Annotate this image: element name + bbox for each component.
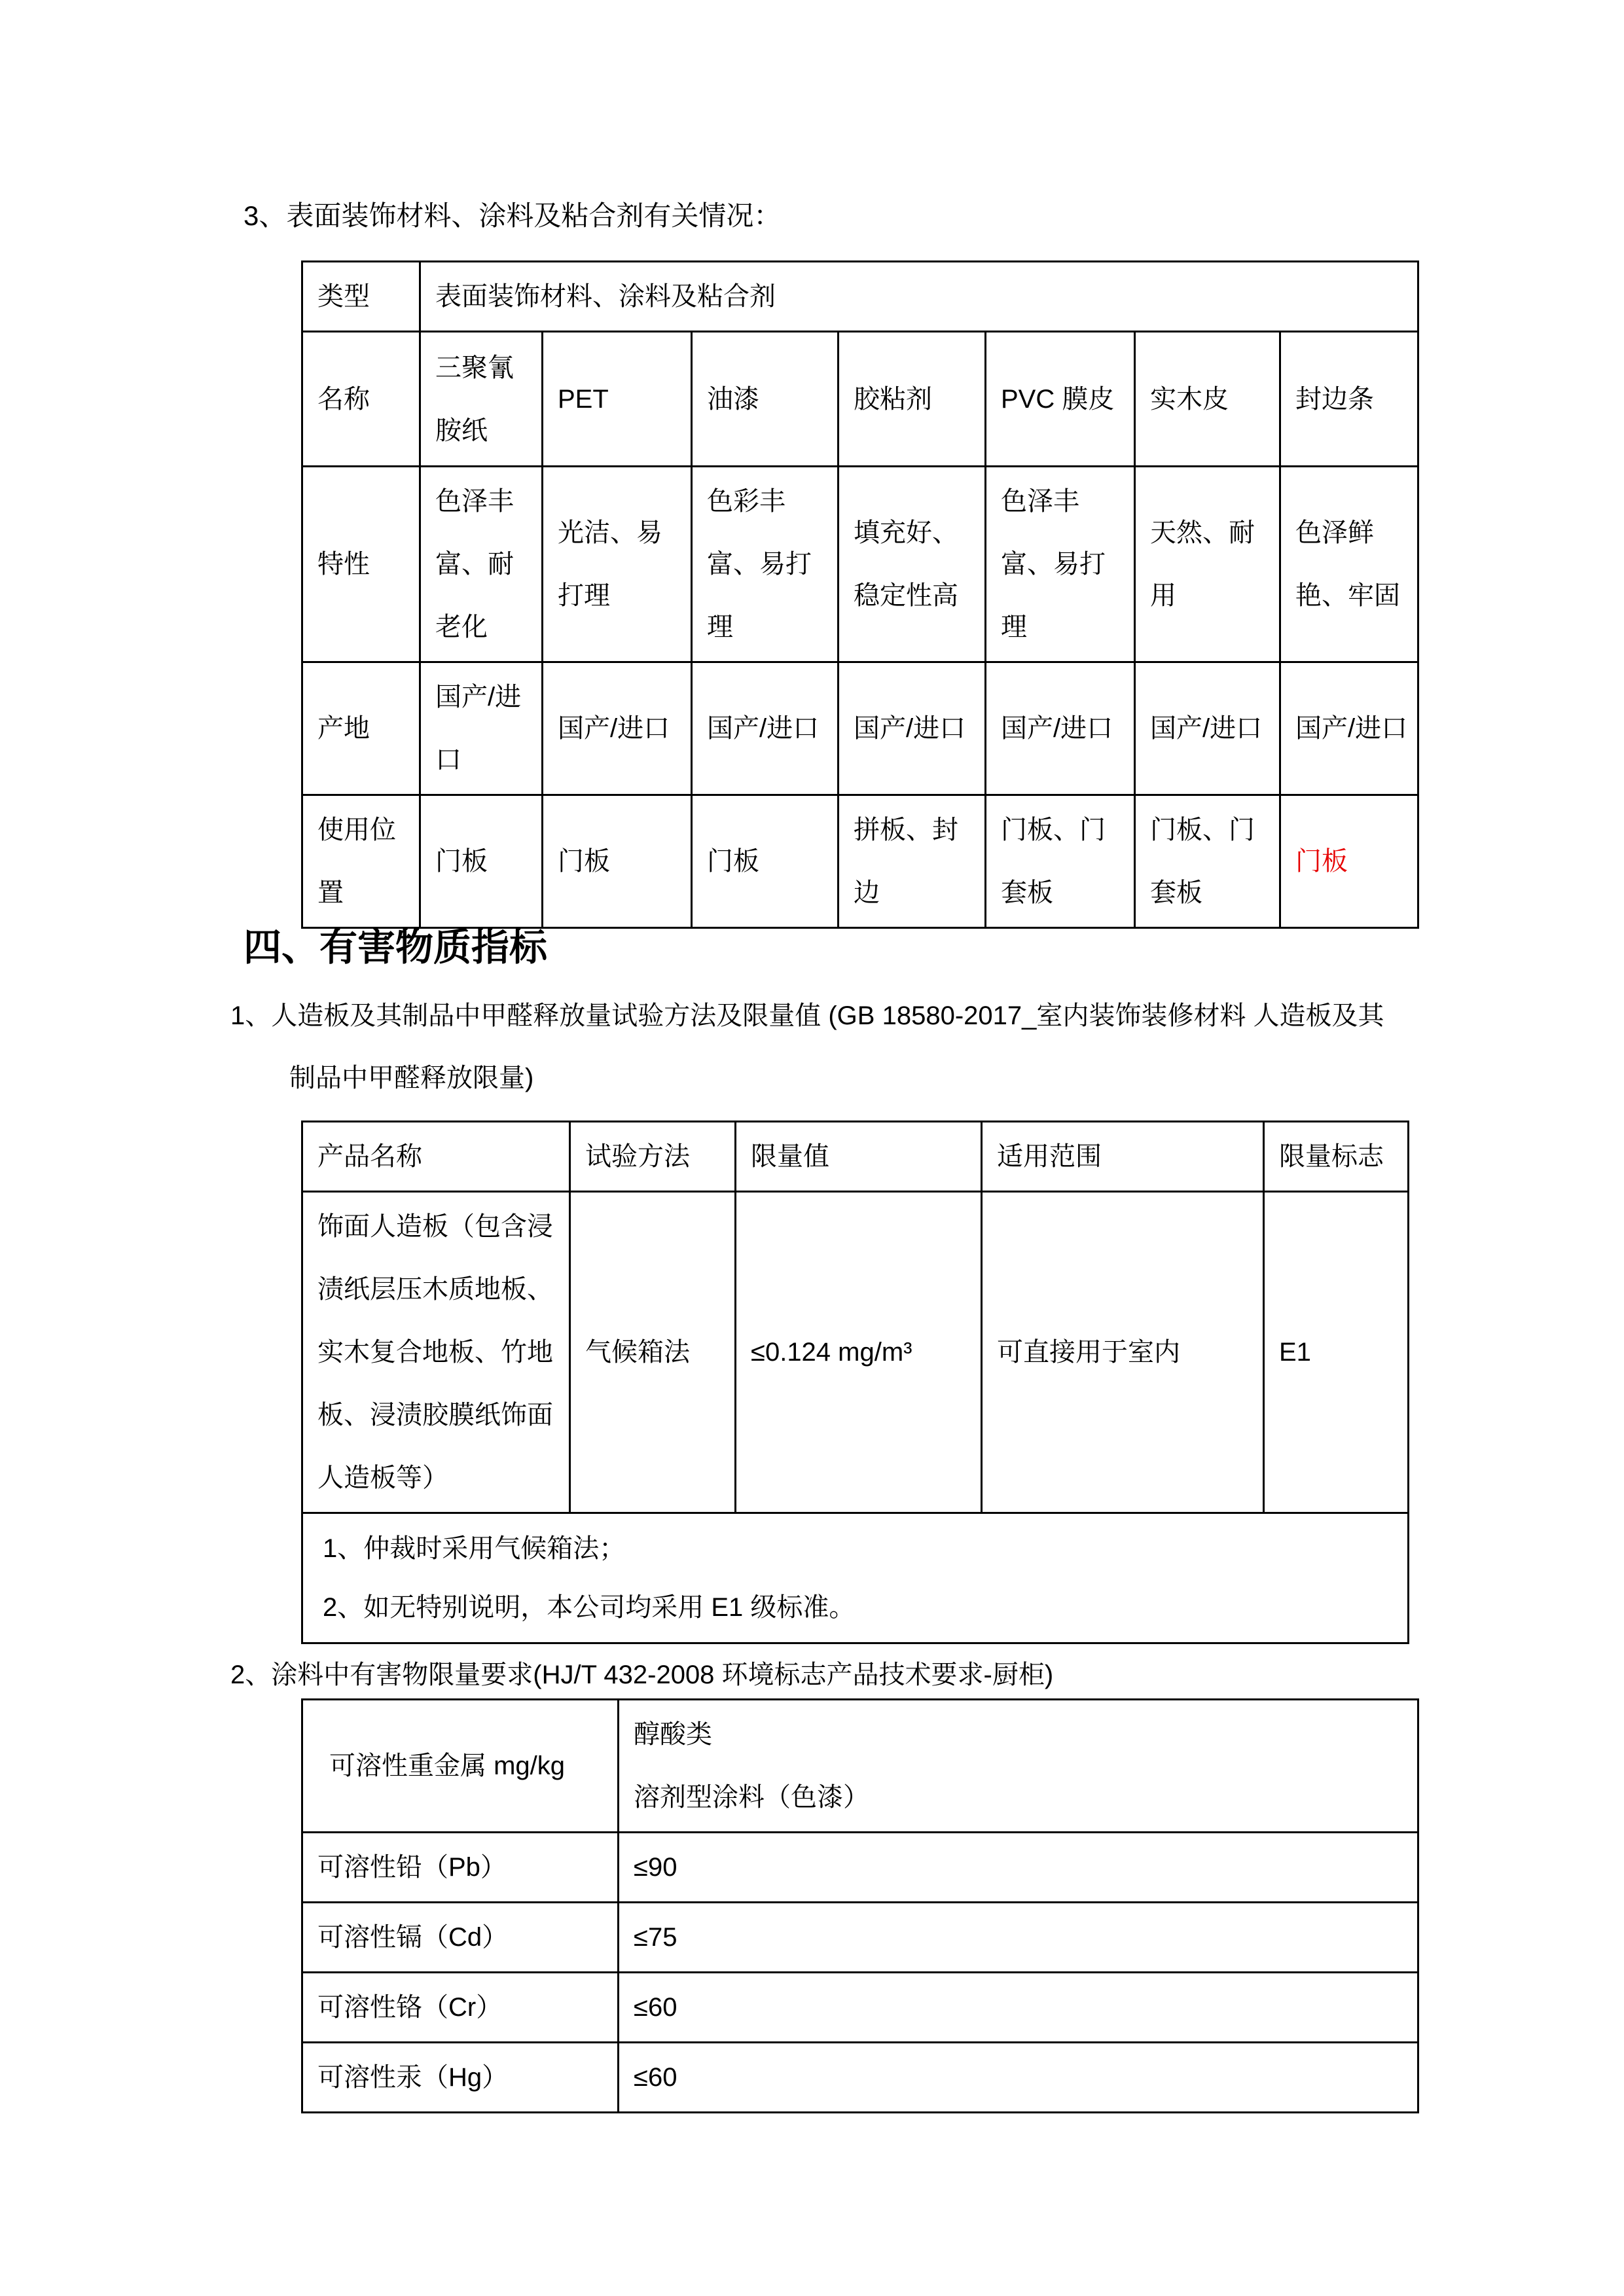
table-row-origin [302,662,1418,795]
table-cell: 门板、门套板 [986,795,1135,928]
heavy-metals-table [301,1698,1419,2113]
table-cell: 三聚氰胺纸 [420,332,543,467]
item1-intro-line1: 1、人造板及其制品中甲醛释放量试验方法及限量值 (GB 18580-2017_室内装饰装修材料 人造板及其 [230,1001,1384,1030]
table-row-notes [302,1513,1409,1643]
item2-intro: 2、涂料中有害物限量要求(HJ/T 432-2008 环境标志产品技术要求-厨柜) [230,1660,1054,1689]
metal-limit-cell: ≤60 [619,2043,1418,2113]
table-cell: 门板 [692,795,839,928]
header-line: 醇酸类 [634,1720,712,1749]
table-cell-highlight-red: 门板 [1280,795,1418,928]
table-row-mercury [302,2043,1418,2113]
table-cell: 色彩丰富、易打理 [692,467,839,662]
table-cell: 国产/进口 [543,662,692,795]
row-label-origin: 产地 [302,662,420,795]
column-header-coating [619,1700,1418,1833]
table-cell: 色泽丰富、耐老化 [420,467,543,662]
metal-name-cell: 可溶性铬（Cr） [302,1973,619,2043]
table-cell: 色泽鲜艳、牢固 [1280,467,1418,662]
table-cell: 胶粘剂 [839,332,986,467]
limit-mark-cell: E1 [1264,1192,1409,1513]
column-header: 限量标志 [1264,1122,1409,1192]
item1-intro [230,985,1513,1109]
column-header-metals: 可溶性重金属 mg/kg [302,1700,619,1833]
table-cell: 光洁、易打理 [543,467,692,662]
section4-heading: 四、有害物质指标 [244,926,548,969]
table-row-name [302,332,1418,467]
column-header: 适用范围 [982,1122,1264,1192]
table-cell: 国产/进口 [1280,662,1418,795]
scope-cell: 可直接用于室内 [982,1192,1264,1513]
row-label-type: 类型 [302,262,420,332]
table-cell: 色泽丰富、易打理 [986,467,1135,662]
item1-intro-line2: 制品中甲醛释放限量) [289,1064,534,1092]
table-cell: 拼板、封边 [839,795,986,928]
table-cell: 门板、门套板 [1135,795,1280,928]
row-label-position: 使用位置 [302,795,420,928]
formaldehyde-limit-table [301,1121,1409,1644]
table-row-product [302,1192,1409,1513]
section3-heading: 3、表面装饰材料、涂料及粘合剂有关情况： [244,200,782,231]
note-line: 2、如无特别说明，本公司均采用 E1 级标准。 [323,1593,856,1622]
table-row-cadmium [302,1903,1418,1973]
table-row-traits [302,467,1418,662]
table-row-chromium [302,1973,1418,2043]
table-row-lead [302,1833,1418,1903]
table-cell: 国产/进口 [420,662,543,795]
table-cell: 天然、耐用 [1135,467,1280,662]
header-line: 溶剂型涂料（色漆） [634,1783,869,1812]
limit-value-cell: ≤0.124 mg/m³ [736,1192,982,1513]
metal-limit-cell: ≤75 [619,1903,1418,1973]
product-name-cell: 饰面人造板（包含浸渍纸层压木质地板、实木复合地板、竹地板、浸渍胶膜纸饰面人造板等） [302,1192,570,1513]
metal-name-cell: 可溶性镉（Cd） [302,1903,619,1973]
column-header: 试验方法 [570,1122,736,1192]
surface-materials-table [301,260,1419,929]
metal-limit-cell: ≤60 [619,1973,1418,2043]
note-line: 1、仲裁时采用气候箱法； [323,1534,626,1563]
table-cell: 实木皮 [1135,332,1280,467]
table-cell: 国产/进口 [1135,662,1280,795]
notes-cell [302,1513,1409,1643]
test-method-cell: 气候箱法 [570,1192,736,1513]
table-cell: PET [543,332,692,467]
row-label-name: 名称 [302,332,420,467]
column-header: 限量值 [736,1122,982,1192]
table-cell: PVC 膜皮 [986,332,1135,467]
table-cell: 填充好、稳定性高 [839,467,986,662]
table-cell: 门板 [420,795,543,928]
metal-name-cell: 可溶性汞（Hg） [302,2043,619,2113]
table-cell: 油漆 [692,332,839,467]
table-cell: 门板 [543,795,692,928]
row-label-traits: 特性 [302,467,420,662]
table-header-row [302,1122,1409,1192]
table-cell: 国产/进口 [986,662,1135,795]
table-cell: 国产/进口 [692,662,839,795]
type-span-cell: 表面装饰材料、涂料及粘合剂 [420,262,1418,332]
table-header-row [302,1700,1418,1833]
table-cell: 国产/进口 [839,662,986,795]
table-row-type [302,262,1418,332]
metal-limit-cell: ≤90 [619,1833,1418,1903]
metal-name-cell: 可溶性铅（Pb） [302,1833,619,1903]
column-header: 产品名称 [302,1122,570,1192]
table-row-position [302,795,1418,928]
table-cell: 封边条 [1280,332,1418,467]
